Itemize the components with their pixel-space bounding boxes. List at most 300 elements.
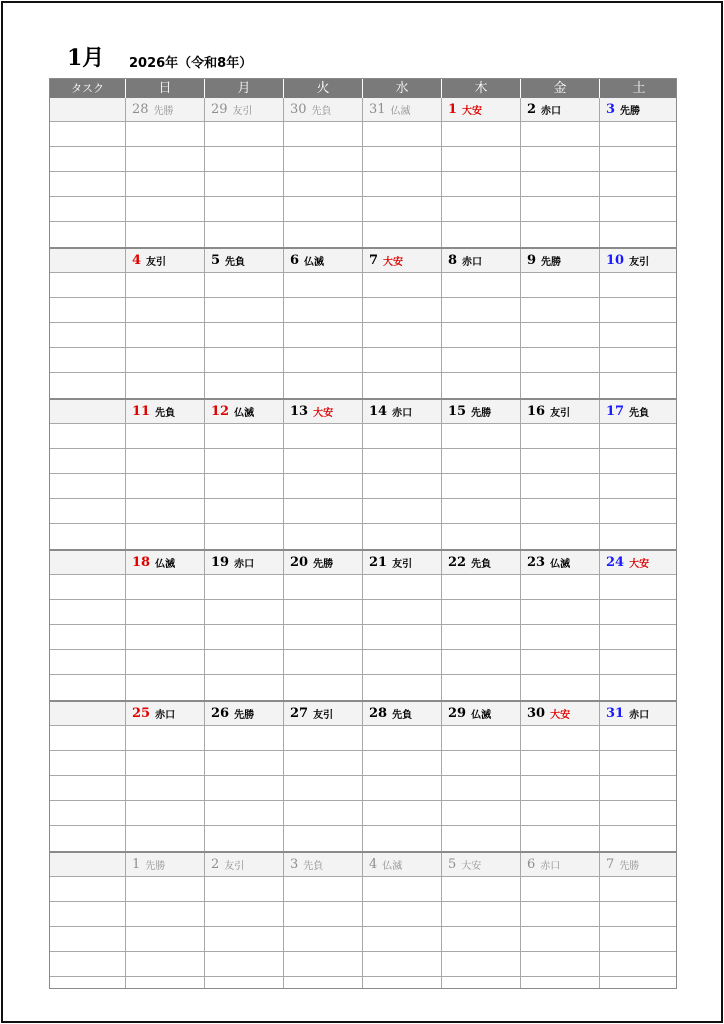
task-cell[interactable] bbox=[205, 801, 284, 825]
date-cell bbox=[442, 400, 521, 423]
task-row bbox=[50, 650, 676, 675]
task-cell[interactable] bbox=[363, 298, 442, 322]
task-cell[interactable] bbox=[442, 776, 521, 800]
task-cell[interactable] bbox=[442, 172, 521, 196]
task-cell[interactable] bbox=[284, 927, 363, 951]
rokuyo-label: 先勝 bbox=[620, 106, 641, 117]
task-cell[interactable] bbox=[205, 197, 284, 221]
rokuyo-label: 仏滅 bbox=[382, 861, 403, 872]
task-cell[interactable] bbox=[126, 751, 205, 775]
task-cell[interactable] bbox=[284, 499, 363, 523]
task-cell[interactable] bbox=[521, 273, 600, 297]
task-cell[interactable] bbox=[521, 952, 600, 976]
rokuyo-label: 先負 bbox=[392, 710, 413, 721]
task-cell[interactable] bbox=[600, 650, 677, 674]
task-cell[interactable] bbox=[284, 826, 363, 851]
task-cell[interactable] bbox=[442, 197, 521, 221]
date-cell bbox=[363, 702, 442, 725]
task-cell[interactable] bbox=[442, 373, 521, 398]
task-cell[interactable] bbox=[442, 424, 521, 448]
date-cell bbox=[442, 249, 521, 272]
task-row bbox=[50, 776, 676, 801]
task-name-cell[interactable] bbox=[50, 424, 126, 448]
task-cell[interactable] bbox=[205, 147, 284, 171]
task-cell[interactable] bbox=[284, 977, 363, 989]
task-cell[interactable] bbox=[442, 927, 521, 951]
task-cell[interactable] bbox=[442, 122, 521, 146]
task-cell[interactable] bbox=[442, 650, 521, 674]
task-cell[interactable] bbox=[521, 222, 600, 247]
task-row bbox=[50, 348, 676, 373]
task-cell[interactable] bbox=[521, 751, 600, 775]
task-cell[interactable] bbox=[363, 952, 442, 976]
task-row bbox=[50, 600, 676, 625]
task-cell[interactable] bbox=[442, 600, 521, 624]
task-cell[interactable] bbox=[205, 122, 284, 146]
task-cell[interactable] bbox=[126, 826, 205, 851]
task-cell[interactable] bbox=[126, 726, 205, 750]
task-cell[interactable] bbox=[521, 801, 600, 825]
task-cell[interactable] bbox=[442, 826, 521, 851]
day-number: 2 bbox=[211, 857, 220, 872]
task-cell[interactable] bbox=[205, 449, 284, 473]
calendar-grid bbox=[49, 78, 677, 989]
task-name-cell[interactable] bbox=[50, 751, 126, 775]
task-cell[interactable] bbox=[600, 373, 677, 398]
day-number: 7 bbox=[369, 253, 379, 268]
date-cell bbox=[600, 98, 677, 121]
date-cell bbox=[126, 249, 205, 272]
task-cell[interactable] bbox=[205, 877, 284, 901]
task-cell[interactable] bbox=[600, 449, 677, 473]
task-name-cell[interactable] bbox=[50, 474, 126, 498]
task-cell[interactable] bbox=[284, 474, 363, 498]
task-cell[interactable] bbox=[284, 952, 363, 976]
task-cell[interactable] bbox=[363, 801, 442, 825]
task-cell[interactable] bbox=[126, 222, 205, 247]
task-cell[interactable] bbox=[442, 726, 521, 750]
task-cell[interactable] bbox=[363, 726, 442, 750]
task-cell[interactable] bbox=[600, 474, 677, 498]
task-cell[interactable] bbox=[284, 348, 363, 372]
task-cell[interactable] bbox=[363, 172, 442, 196]
task-cell[interactable] bbox=[205, 826, 284, 851]
task-cell[interactable] bbox=[600, 323, 677, 347]
task-cell[interactable] bbox=[600, 197, 677, 221]
task-name-cell[interactable] bbox=[50, 373, 126, 398]
rokuyo-label: 先勝 bbox=[313, 559, 334, 570]
task-cell[interactable] bbox=[442, 147, 521, 171]
task-cell[interactable] bbox=[600, 524, 677, 549]
task-cell[interactable] bbox=[205, 952, 284, 976]
task-cell[interactable] bbox=[600, 600, 677, 624]
task-name-cell[interactable] bbox=[50, 801, 126, 825]
task-row bbox=[50, 197, 676, 222]
task-cell[interactable] bbox=[284, 877, 363, 901]
task-name-cell[interactable] bbox=[50, 323, 126, 347]
task-cell[interactable] bbox=[600, 298, 677, 322]
task-cell[interactable] bbox=[205, 675, 284, 700]
task-row bbox=[50, 122, 676, 147]
task-cell[interactable] bbox=[126, 675, 205, 700]
task-cell[interactable] bbox=[126, 877, 205, 901]
rokuyo-label: 仏滅 bbox=[304, 257, 325, 268]
task-cell[interactable] bbox=[521, 776, 600, 800]
task-cell[interactable] bbox=[205, 902, 284, 926]
task-name-cell[interactable] bbox=[50, 927, 126, 951]
task-cell[interactable] bbox=[205, 222, 284, 247]
task-cell[interactable] bbox=[363, 524, 442, 549]
rokuyo-label: 先勝 bbox=[153, 106, 174, 117]
rokuyo-label: 大安 bbox=[383, 257, 404, 268]
task-name-cell[interactable] bbox=[50, 273, 126, 297]
task-name-cell[interactable] bbox=[50, 952, 126, 976]
task-cell[interactable] bbox=[363, 575, 442, 599]
task-cell[interactable] bbox=[521, 373, 600, 398]
task-row bbox=[50, 273, 676, 298]
task-cell[interactable] bbox=[600, 927, 677, 951]
date-cell bbox=[205, 249, 284, 272]
task-cell[interactable] bbox=[126, 348, 205, 372]
task-cell[interactable] bbox=[521, 600, 600, 624]
task-cell[interactable] bbox=[521, 298, 600, 322]
task-cell[interactable] bbox=[284, 575, 363, 599]
task-cell[interactable] bbox=[521, 323, 600, 347]
task-cell[interactable] bbox=[442, 877, 521, 901]
task-cell[interactable] bbox=[284, 222, 363, 247]
task-cell[interactable] bbox=[600, 222, 677, 247]
task-cell[interactable] bbox=[363, 902, 442, 926]
task-cell[interactable] bbox=[600, 801, 677, 825]
task-cell[interactable] bbox=[363, 222, 442, 247]
task-cell[interactable] bbox=[126, 927, 205, 951]
date-row bbox=[50, 400, 676, 424]
task-cell[interactable] bbox=[205, 977, 284, 989]
date-cell bbox=[600, 551, 677, 574]
task-cell[interactable] bbox=[205, 373, 284, 398]
task-name-cell[interactable] bbox=[50, 298, 126, 322]
task-name-cell[interactable] bbox=[50, 499, 126, 523]
task-cell[interactable] bbox=[363, 122, 442, 146]
task-cell[interactable] bbox=[205, 172, 284, 196]
task-cell[interactable] bbox=[205, 424, 284, 448]
task-cell[interactable] bbox=[126, 323, 205, 347]
task-cell[interactable] bbox=[284, 675, 363, 700]
task-name-cell[interactable] bbox=[50, 575, 126, 599]
task-cell[interactable] bbox=[126, 147, 205, 171]
task-cell[interactable] bbox=[284, 776, 363, 800]
task-name-cell[interactable] bbox=[50, 197, 126, 221]
task-cell[interactable] bbox=[126, 499, 205, 523]
task-cell[interactable] bbox=[521, 726, 600, 750]
task-cell[interactable] bbox=[363, 826, 442, 851]
task-cell[interactable] bbox=[521, 625, 600, 649]
task-cell[interactable] bbox=[442, 323, 521, 347]
task-cell[interactable] bbox=[363, 424, 442, 448]
task-cell[interactable] bbox=[600, 273, 677, 297]
date-cell bbox=[284, 702, 363, 725]
task-name-cell[interactable] bbox=[50, 977, 126, 989]
task-cell[interactable] bbox=[600, 826, 677, 851]
rokuyo-label: 赤口 bbox=[462, 257, 483, 268]
task-cell[interactable] bbox=[363, 348, 442, 372]
day-number: 13 bbox=[290, 404, 309, 419]
week-block bbox=[50, 249, 676, 400]
task-cell[interactable] bbox=[126, 424, 205, 448]
rokuyo-label: 赤口 bbox=[155, 710, 176, 721]
task-cell[interactable] bbox=[600, 122, 677, 146]
task-cell[interactable] bbox=[600, 902, 677, 926]
task-cell[interactable] bbox=[363, 474, 442, 498]
task-cell[interactable] bbox=[205, 524, 284, 549]
task-cell[interactable] bbox=[521, 575, 600, 599]
task-row bbox=[50, 675, 676, 700]
task-name-cell[interactable] bbox=[50, 147, 126, 171]
task-cell[interactable] bbox=[521, 122, 600, 146]
task-cell[interactable] bbox=[363, 449, 442, 473]
task-name-cell[interactable] bbox=[50, 877, 126, 901]
task-cell[interactable] bbox=[126, 122, 205, 146]
day-number: 20 bbox=[290, 555, 309, 570]
task-cell[interactable] bbox=[126, 172, 205, 196]
task-cell[interactable] bbox=[442, 801, 521, 825]
task-cell[interactable] bbox=[600, 348, 677, 372]
task-cell[interactable] bbox=[284, 801, 363, 825]
task-cell[interactable] bbox=[363, 927, 442, 951]
task-cell[interactable] bbox=[284, 323, 363, 347]
task-name-cell[interactable] bbox=[50, 524, 126, 549]
task-name-cell[interactable] bbox=[50, 222, 126, 247]
task-row bbox=[50, 147, 676, 172]
task-cell[interactable] bbox=[363, 273, 442, 297]
task-cell[interactable] bbox=[126, 902, 205, 926]
task-cell[interactable] bbox=[205, 348, 284, 372]
task-cell[interactable] bbox=[521, 147, 600, 171]
task-cell[interactable] bbox=[205, 474, 284, 498]
task-name-cell[interactable] bbox=[50, 776, 126, 800]
day-number: 11 bbox=[132, 404, 151, 419]
task-cell[interactable] bbox=[363, 650, 442, 674]
task-name-cell[interactable] bbox=[50, 172, 126, 196]
task-cell[interactable] bbox=[521, 524, 600, 549]
rokuyo-label: 友引 bbox=[232, 106, 253, 117]
task-cell[interactable] bbox=[442, 449, 521, 473]
rokuyo-label: 先負 bbox=[225, 257, 246, 268]
task-cell[interactable] bbox=[521, 348, 600, 372]
task-cell[interactable] bbox=[363, 751, 442, 775]
task-cell[interactable] bbox=[126, 801, 205, 825]
task-cell[interactable] bbox=[521, 474, 600, 498]
task-cell[interactable] bbox=[521, 172, 600, 196]
task-cell[interactable] bbox=[284, 197, 363, 221]
task-cell[interactable] bbox=[521, 927, 600, 951]
task-row bbox=[50, 298, 676, 323]
date-cell bbox=[284, 400, 363, 423]
task-cell[interactable] bbox=[521, 499, 600, 523]
task-cell[interactable] bbox=[284, 122, 363, 146]
task-name-cell[interactable] bbox=[50, 600, 126, 624]
task-cell[interactable] bbox=[363, 499, 442, 523]
task-cell[interactable] bbox=[442, 575, 521, 599]
task-cell[interactable] bbox=[442, 952, 521, 976]
rokuyo-label: 大安 bbox=[550, 710, 571, 721]
task-cell[interactable] bbox=[284, 449, 363, 473]
task-cell[interactable] bbox=[363, 776, 442, 800]
task-cell[interactable] bbox=[521, 449, 600, 473]
week-block bbox=[50, 702, 676, 853]
task-cell[interactable] bbox=[442, 298, 521, 322]
task-cell[interactable] bbox=[205, 600, 284, 624]
day-number: 18 bbox=[132, 555, 151, 570]
task-row bbox=[50, 801, 676, 826]
task-cell[interactable] bbox=[284, 172, 363, 196]
task-cell[interactable] bbox=[126, 575, 205, 599]
rokuyo-label: 先勝 bbox=[145, 861, 166, 872]
task-cell[interactable] bbox=[284, 726, 363, 750]
task-cell[interactable] bbox=[363, 877, 442, 901]
task-row bbox=[50, 172, 676, 197]
task-cell[interactable] bbox=[126, 474, 205, 498]
task-name-cell[interactable] bbox=[50, 650, 126, 674]
task-cell[interactable] bbox=[521, 977, 600, 989]
task-name-cell[interactable] bbox=[50, 826, 126, 851]
calendar-page bbox=[1, 1, 723, 1023]
task-cell[interactable] bbox=[126, 197, 205, 221]
task-cell[interactable] bbox=[126, 373, 205, 398]
task-cell[interactable] bbox=[600, 499, 677, 523]
task-name-cell[interactable] bbox=[50, 726, 126, 750]
task-cell[interactable] bbox=[521, 675, 600, 700]
task-cell[interactable] bbox=[205, 776, 284, 800]
task-cell[interactable] bbox=[126, 650, 205, 674]
task-cell[interactable] bbox=[600, 952, 677, 976]
task-cell[interactable] bbox=[126, 952, 205, 976]
task-cell[interactable] bbox=[363, 675, 442, 700]
task-cell[interactable] bbox=[442, 625, 521, 649]
task-cell[interactable] bbox=[363, 977, 442, 989]
task-cell[interactable] bbox=[442, 977, 521, 989]
task-row bbox=[50, 323, 676, 348]
task-cell[interactable] bbox=[600, 424, 677, 448]
task-cell[interactable] bbox=[521, 197, 600, 221]
task-cell[interactable] bbox=[205, 273, 284, 297]
task-cell[interactable] bbox=[442, 474, 521, 498]
rokuyo-label: 先負 bbox=[303, 861, 324, 872]
task-cell[interactable] bbox=[126, 600, 205, 624]
task-cell[interactable] bbox=[600, 625, 677, 649]
task-cell[interactable] bbox=[442, 499, 521, 523]
task-cell[interactable] bbox=[205, 499, 284, 523]
task-cell[interactable] bbox=[600, 675, 677, 700]
task-cell[interactable] bbox=[363, 625, 442, 649]
task-cell[interactable] bbox=[442, 222, 521, 247]
task-cell[interactable] bbox=[521, 826, 600, 851]
task-cell[interactable] bbox=[442, 751, 521, 775]
task-cell[interactable] bbox=[205, 650, 284, 674]
task-cell[interactable] bbox=[126, 524, 205, 549]
task-cell[interactable] bbox=[521, 877, 600, 901]
task-cell[interactable] bbox=[284, 147, 363, 171]
task-cell[interactable] bbox=[205, 625, 284, 649]
task-cell[interactable] bbox=[600, 147, 677, 171]
task-cell[interactable] bbox=[205, 726, 284, 750]
task-column-header: タスク bbox=[50, 79, 126, 98]
date-cell bbox=[126, 702, 205, 725]
task-row bbox=[50, 474, 676, 499]
rokuyo-label: 仏滅 bbox=[471, 710, 492, 721]
task-cell[interactable] bbox=[521, 424, 600, 448]
task-cell[interactable] bbox=[442, 273, 521, 297]
task-cell[interactable] bbox=[284, 424, 363, 448]
task-cell[interactable] bbox=[205, 927, 284, 951]
date-cell bbox=[126, 551, 205, 574]
task-cell[interactable] bbox=[363, 147, 442, 171]
task-cell[interactable] bbox=[442, 675, 521, 700]
rokuyo-label: 赤口 bbox=[392, 408, 413, 419]
task-cell[interactable] bbox=[600, 751, 677, 775]
task-cell[interactable] bbox=[363, 600, 442, 624]
task-cell[interactable] bbox=[521, 902, 600, 926]
task-cell[interactable] bbox=[442, 348, 521, 372]
task-cell[interactable] bbox=[600, 977, 677, 989]
task-cell[interactable] bbox=[600, 726, 677, 750]
task-cell[interactable] bbox=[600, 575, 677, 599]
task-cell[interactable] bbox=[284, 524, 363, 549]
task-cell[interactable] bbox=[442, 902, 521, 926]
task-cell[interactable] bbox=[205, 323, 284, 347]
task-name-cell[interactable] bbox=[50, 348, 126, 372]
task-cell[interactable] bbox=[284, 373, 363, 398]
task-cell[interactable] bbox=[126, 298, 205, 322]
date-row bbox=[50, 551, 676, 575]
task-cell[interactable] bbox=[284, 751, 363, 775]
date-cell bbox=[600, 853, 677, 876]
task-cell[interactable] bbox=[126, 273, 205, 297]
task-cell[interactable] bbox=[363, 373, 442, 398]
day-number: 16 bbox=[527, 404, 546, 419]
task-cell[interactable] bbox=[205, 751, 284, 775]
date-cell bbox=[205, 400, 284, 423]
task-name-cell[interactable] bbox=[50, 675, 126, 700]
weekday-header-row bbox=[50, 79, 676, 98]
task-name-cell[interactable] bbox=[50, 122, 126, 146]
day-number: 21 bbox=[369, 555, 388, 570]
task-cell[interactable] bbox=[126, 977, 205, 989]
task-cell[interactable] bbox=[600, 172, 677, 196]
task-name-cell[interactable] bbox=[50, 625, 126, 649]
task-cell[interactable] bbox=[284, 625, 363, 649]
task-cell[interactable] bbox=[442, 524, 521, 549]
task-cell[interactable] bbox=[126, 776, 205, 800]
task-cell[interactable] bbox=[600, 776, 677, 800]
task-name-cell[interactable] bbox=[50, 449, 126, 473]
task-cell[interactable] bbox=[284, 298, 363, 322]
task-cell[interactable] bbox=[363, 323, 442, 347]
task-cell[interactable] bbox=[284, 902, 363, 926]
task-cell[interactable] bbox=[205, 298, 284, 322]
task-cell[interactable] bbox=[284, 650, 363, 674]
task-cell[interactable] bbox=[284, 600, 363, 624]
task-name-cell[interactable] bbox=[50, 902, 126, 926]
task-cell[interactable] bbox=[521, 650, 600, 674]
task-cell[interactable] bbox=[126, 625, 205, 649]
task-cell[interactable] bbox=[284, 273, 363, 297]
task-cell[interactable] bbox=[205, 575, 284, 599]
rokuyo-label: 先負 bbox=[155, 408, 176, 419]
task-cell[interactable] bbox=[600, 877, 677, 901]
task-cell[interactable] bbox=[126, 449, 205, 473]
task-cell[interactable] bbox=[363, 197, 442, 221]
